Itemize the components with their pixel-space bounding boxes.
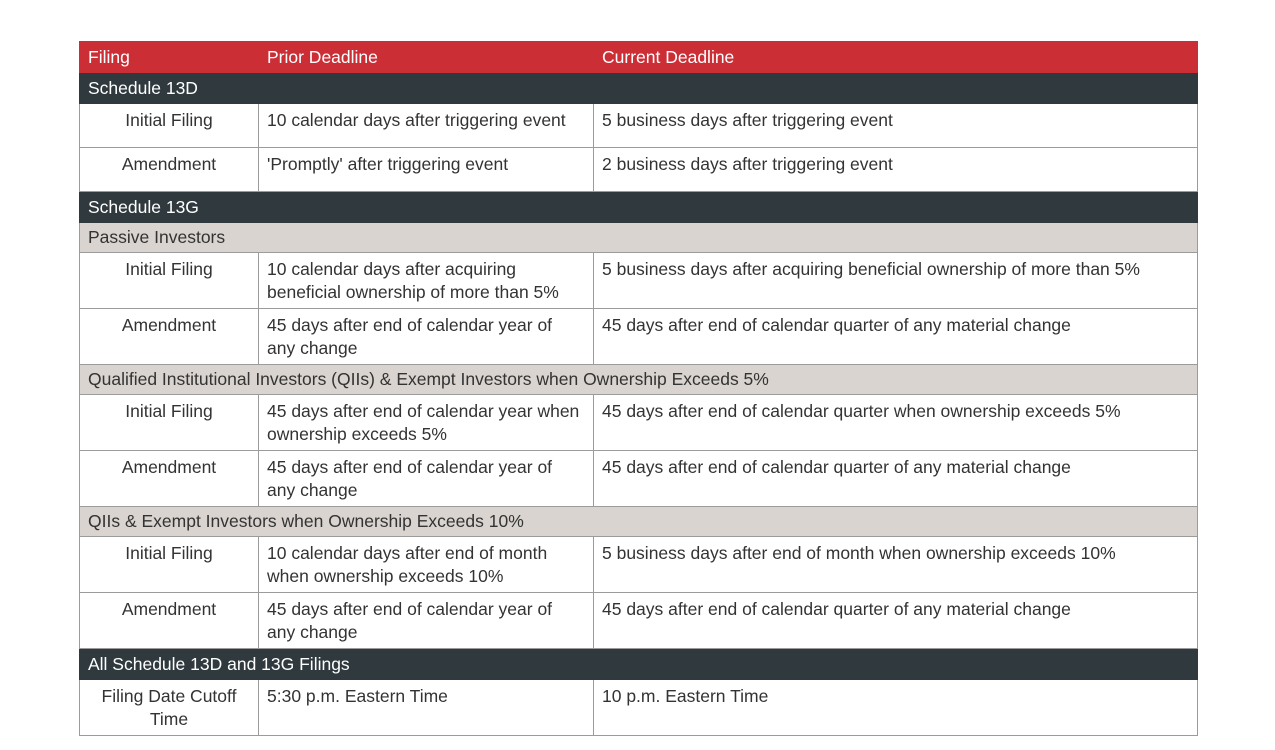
prior-deadline-cell: 10 calendar days after end of month when ownership exceeds 10% — [259, 537, 594, 593]
filing-type-cell: Amendment — [80, 309, 259, 365]
prior-deadline-cell: 45 days after end of calendar year when ownership exceeds 5% — [259, 395, 594, 451]
current-deadline-cell: 5 business days after end of month when ownership exceeds 10% — [594, 537, 1198, 593]
current-deadline-cell: 5 business days after triggering event — [594, 104, 1198, 148]
section-title: Schedule 13D — [80, 73, 1198, 104]
subsection-title: Passive Investors — [80, 223, 1198, 253]
table-row — [80, 309, 1198, 365]
filing-type-cell: Initial Filing — [80, 537, 259, 593]
current-deadline-cell: 10 p.m. Eastern Time — [594, 680, 1198, 736]
section-row-schedule-13g — [80, 192, 1198, 223]
header-row — [80, 42, 1198, 73]
table-row — [80, 680, 1198, 736]
current-deadline-cell: 2 business days after triggering event — [594, 148, 1198, 192]
section-row-schedule-13d — [80, 73, 1198, 104]
table-row — [80, 451, 1198, 507]
header-prior-deadline: Prior Deadline — [259, 42, 594, 73]
subsection-title: QIIs & Exempt Investors when Ownership Exceeds 10% — [80, 507, 1198, 537]
subsection-row-qii-10-percent — [80, 507, 1198, 537]
current-deadline-cell: 45 days after end of calendar quarter of any material change — [594, 451, 1198, 507]
prior-deadline-cell: 45 days after end of calendar year of any change — [259, 451, 594, 507]
filing-type-cell: Initial Filing — [80, 253, 259, 309]
section-title: All Schedule 13D and 13G Filings — [80, 649, 1198, 680]
section-row-all-filings — [80, 649, 1198, 680]
table-row — [80, 395, 1198, 451]
table-row — [80, 253, 1198, 309]
filing-type-cell: Amendment — [80, 593, 259, 649]
header-current-deadline: Current Deadline — [594, 42, 1198, 73]
filing-type-cell: Filing Date Cutoff Time — [80, 680, 259, 736]
filing-type-cell: Initial Filing — [80, 395, 259, 451]
prior-deadline-cell: 45 days after end of calendar year of any change — [259, 593, 594, 649]
current-deadline-cell: 5 business days after acquiring beneficial ownership of more than 5% — [594, 253, 1198, 309]
header-filing: Filing — [80, 42, 259, 73]
filing-type-cell: Amendment — [80, 451, 259, 507]
current-deadline-cell: 45 days after end of calendar quarter of any material change — [594, 593, 1198, 649]
filing-type-cell: Initial Filing — [80, 104, 259, 148]
table-row — [80, 148, 1198, 192]
prior-deadline-cell: 5:30 p.m. Eastern Time — [259, 680, 594, 736]
prior-deadline-cell: 'Promptly' after triggering event — [259, 148, 594, 192]
subsection-row-qii-5-percent — [80, 365, 1198, 395]
prior-deadline-cell: 10 calendar days after acquiring beneficial ownership of more than 5% — [259, 253, 594, 309]
table-row — [80, 104, 1198, 148]
subsection-row-passive-investors — [80, 223, 1198, 253]
prior-deadline-cell: 10 calendar days after triggering event — [259, 104, 594, 148]
current-deadline-cell: 45 days after end of calendar quarter when ownership exceeds 5% — [594, 395, 1198, 451]
section-title: Schedule 13G — [80, 192, 1198, 223]
filing-type-cell: Amendment — [80, 148, 259, 192]
table-row — [80, 593, 1198, 649]
table-row — [80, 537, 1198, 593]
subsection-title: Qualified Institutional Investors (QIIs) & Exempt Investors when Ownership Exceeds 5% — [80, 365, 1198, 395]
filing-deadlines-table — [79, 41, 1198, 736]
prior-deadline-cell: 45 days after end of calendar year of any change — [259, 309, 594, 365]
current-deadline-cell: 45 days after end of calendar quarter of any material change — [594, 309, 1198, 365]
